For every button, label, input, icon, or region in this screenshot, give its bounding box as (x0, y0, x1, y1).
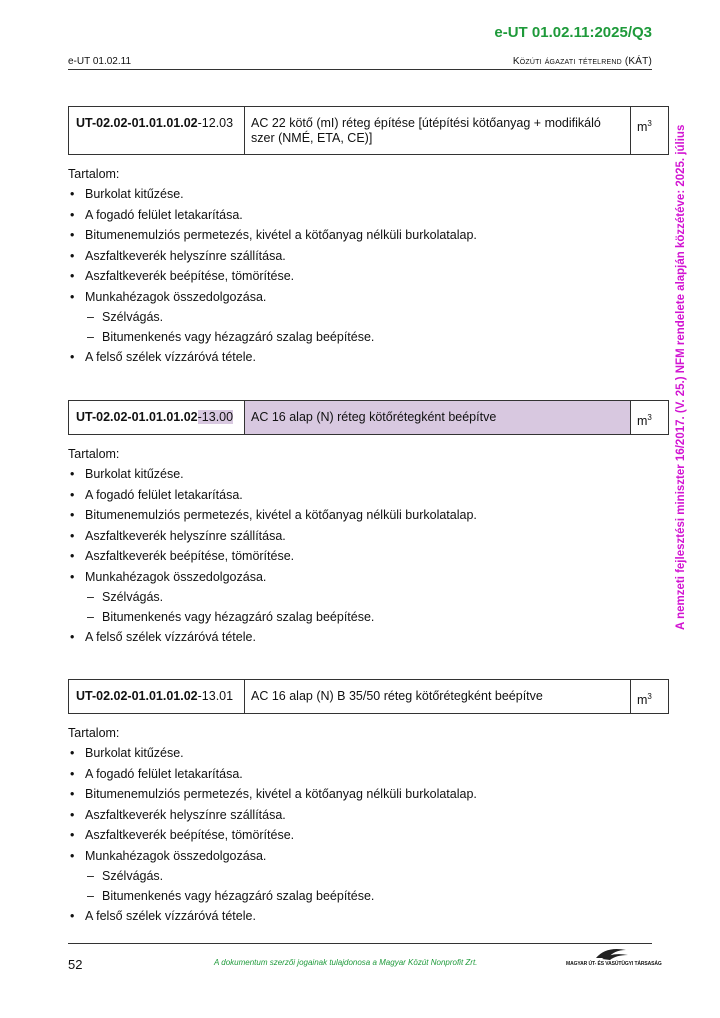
item-content (68, 444, 669, 648)
item-code-main: UT-02.02-01.01.01.02 (76, 410, 198, 424)
content-label: Tartalom: (68, 726, 120, 740)
item-content (68, 723, 669, 927)
item-unit: $m^3$ (637, 119, 652, 135)
list-item: • Bitumenemulziós permetezés, kivétel a kötőanyag nélküli burkolatalap. (68, 784, 669, 805)
side-publication-note: A nemzeti fejlesztési miniszter 16/2017. (V. 25.) NFM rendelete alapján közzétéve: 2025. július (675, 124, 687, 630)
list-item: • A felső szélek vízzáróvá tétele. (68, 347, 669, 368)
item-code (69, 107, 245, 154)
list-item: • Munkahézagok összedolgozása. (68, 567, 669, 588)
item-block (68, 679, 669, 927)
sub-list-item: – Bitumenkenés vagy hézagzáró szalag beépítése. (68, 607, 669, 627)
item-code-suffix: -12.03 (197, 116, 234, 130)
header-left: e-UT 01.02.11 (68, 56, 132, 67)
sub-list-item: – Szélvágás. (68, 587, 669, 607)
list-item: • Bitumenemulziós permetezés, kivétel a kötőanyag nélküli burkolatalap. (68, 505, 669, 526)
sub-list-item: – Szélvágás. (68, 307, 669, 327)
document-code: e-UT 01.02.11:2025/Q3 (494, 24, 652, 41)
list-item: • Burkolat kitűzése. (68, 464, 669, 485)
list-item: • Munkahézagok összedolgozása. (68, 287, 669, 308)
item-description: AC 22 kötő (mI) réteg építése [útépítési kötőanyag + modifikáló szer (NMÉ, ETA, CE)] (245, 107, 631, 154)
sub-list-item: – Bitumenkenés vagy hézagzáró szalag beépítése. (68, 327, 669, 347)
logo-text: MAGYAR ÚT- ÉS VASÚTÜGYI TÁRSASÁG (566, 961, 662, 967)
item-code (69, 680, 245, 713)
item-code-suffix: -13.01 (197, 689, 234, 703)
item-code-suffix: -13.00 (197, 410, 234, 424)
list-item: • Aszfaltkeverék helyszínre szállítása. (68, 526, 669, 547)
header-right: Közúti ágazati tételrend (KÁT) (512, 56, 652, 67)
list-item: • A fogadó felület letakarítása. (68, 764, 669, 785)
list-item: • A fogadó felület letakarítása. (68, 205, 669, 226)
running-header (68, 56, 652, 70)
item-code (69, 401, 245, 434)
list-item: • A felső szélek vízzáróvá tétele. (68, 906, 669, 927)
sub-list-item: – Szélvágás. (68, 866, 669, 886)
item-block (68, 400, 669, 648)
footer-copyright: A dokumentum szerzői jogainak tulajdonosa a Magyar Közút Nonprofit Zrt. (214, 958, 478, 967)
item-code-main: UT-02.02-01.01.01.02 (76, 116, 198, 130)
list-item: • Burkolat kitűzése. (68, 743, 669, 764)
list-item: • A felső szélek vízzáróvá tétele. (68, 627, 669, 648)
sub-list-item: – Bitumenkenés vagy hézagzáró szalag beépítése. (68, 886, 669, 906)
item-content (68, 164, 669, 368)
list-item: • Burkolat kitűzése. (68, 184, 669, 205)
list-item: • Munkahézagok összedolgozása. (68, 846, 669, 867)
footer-divider (68, 943, 652, 944)
item-table (68, 679, 669, 714)
content-list (68, 743, 669, 927)
list-item: • Aszfaltkeverék beépítése, tömörítése. (68, 266, 669, 287)
list-item: • Bitumenemulziós permetezés, kivétel a kötőanyag nélküli burkolatalap. (68, 225, 669, 246)
item-description: AC 16 alap (N) B 35/50 réteg kötőrétegként beépítve (245, 680, 631, 713)
item-block (68, 106, 669, 368)
item-code-main: UT-02.02-01.01.01.02 (76, 689, 198, 703)
item-description: AC 16 alap (N) réteg kötőrétegként beépítve (245, 401, 631, 434)
content-list (68, 184, 669, 368)
list-item: • Aszfaltkeverék beépítése, tömörítése. (68, 546, 669, 567)
content-label: Tartalom: (68, 167, 120, 181)
item-unit: $m^3$ (637, 413, 652, 429)
item-unit: $m^3$ (637, 692, 652, 708)
list-item: • Aszfaltkeverék beépítése, tömörítése. (68, 825, 669, 846)
page-number: 52 (68, 957, 83, 972)
content-label: Tartalom: (68, 447, 120, 461)
content-list (68, 464, 669, 648)
item-table (68, 106, 669, 155)
item-table (68, 400, 669, 435)
list-item: • Aszfaltkeverék helyszínre szállítása. (68, 246, 669, 267)
list-item: • Aszfaltkeverék helyszínre szállítása. (68, 805, 669, 826)
list-item: • A fogadó felület letakarítása. (68, 485, 669, 506)
